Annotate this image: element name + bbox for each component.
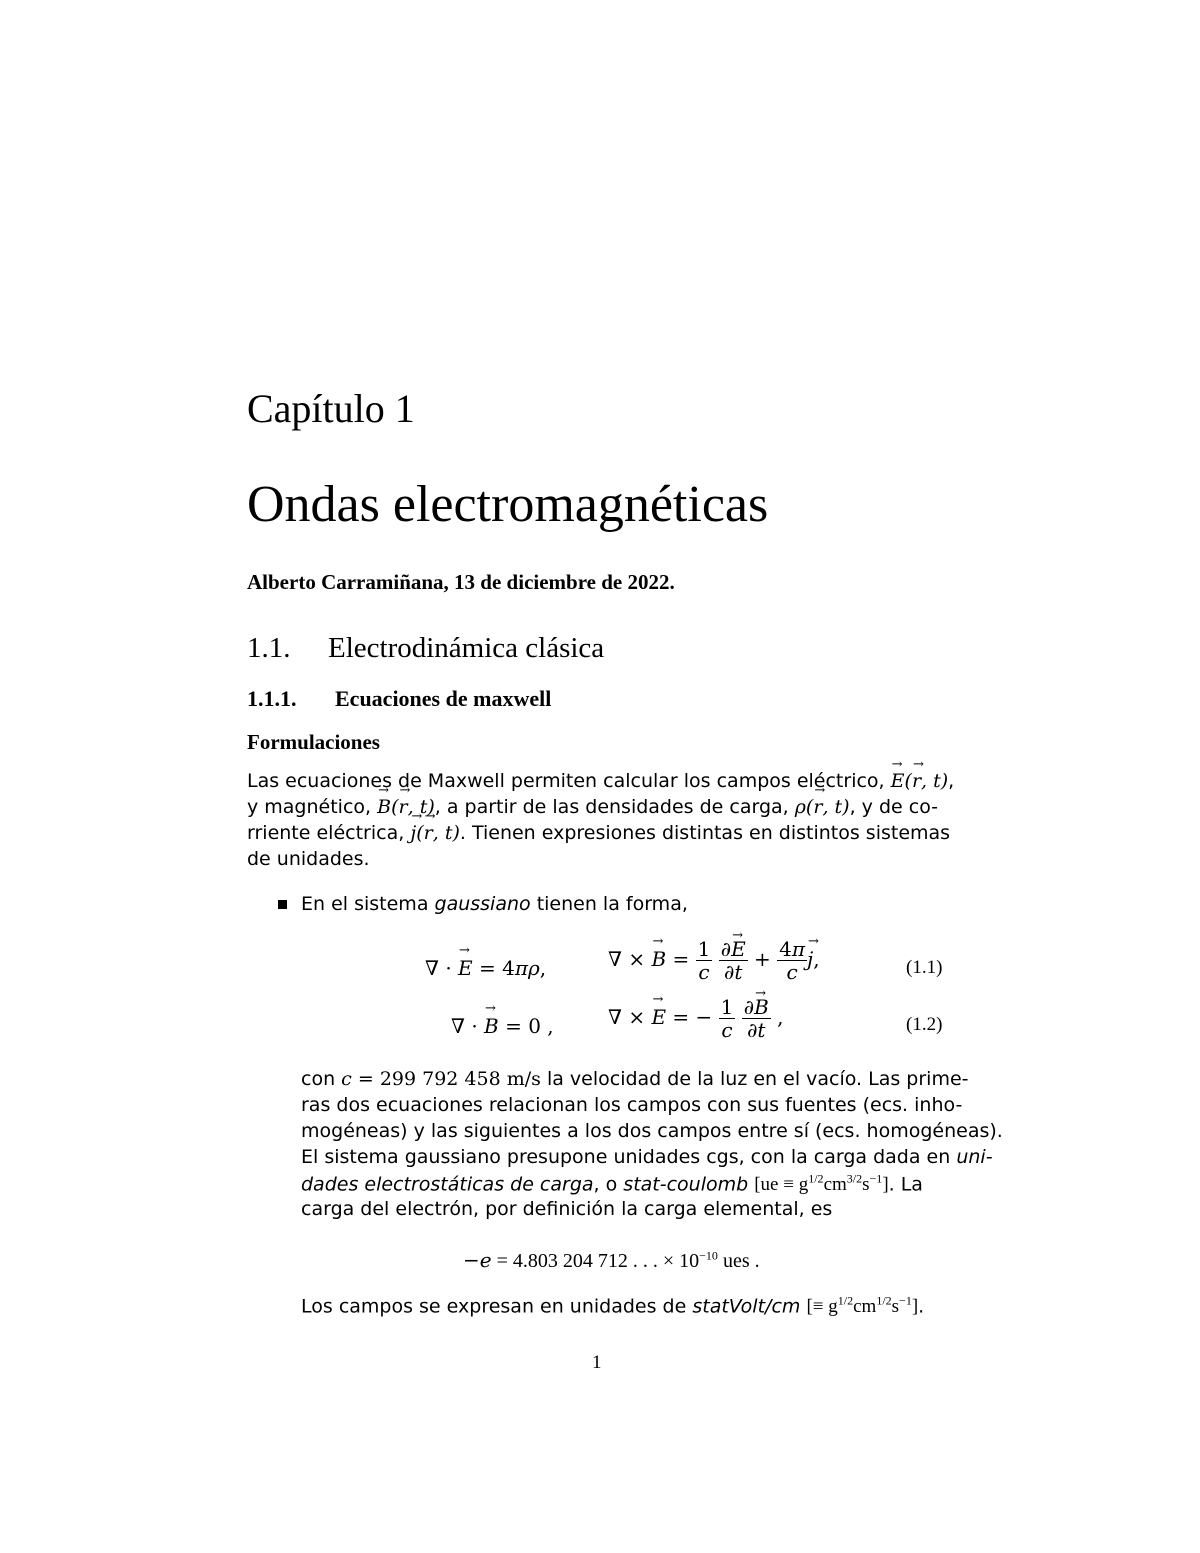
equation-ampere: ∇ × → B = $\frac{1}{c}$ $\frac{\partial\to E}{\partial t}$ + $\frac{4\pi}{c}$ → j, [608, 938, 820, 983]
math-field-units: [≡ $g^{1/2}cm^{1/2}s^{-1}$] [806, 1294, 919, 1318]
math-ue-units: $[ue \equiv g^{1/2}cm^{3/2}s^{-1}]$ [754, 1172, 889, 1196]
equation-faraday: ∇ × → E = − $\frac{1}{c}$ $\frac{\partial\to B}{\partial t}$ , [608, 996, 784, 1041]
chapter-label: Capítulo 1 [247, 386, 415, 431]
after-line-3: mogéneas) y las siguientes a los dos campos entre sí (ecs. homogéneas). [301, 1120, 1003, 1142]
equation-gauss-B: ∇ · → B = 0 , [451, 1014, 554, 1038]
equation-gauss-E: ∇ · → E = 4πρ, [425, 956, 546, 980]
intro-line-2 [247, 796, 938, 818]
equation-electron-charge: −e = 4.803 204 712 . . . × $10^{-10}$ ues . [463, 1248, 760, 1272]
fields-text: Los campos se expresan en unidades de [301, 1295, 687, 1318]
bullet-text-pre: En el sistema [301, 893, 429, 915]
intro-text: , y de co- [849, 796, 939, 818]
bullet-emph: gaussiano [434, 893, 531, 915]
fields-emph: statVolt/cm [692, 1295, 801, 1318]
after-line-5 [301, 1172, 923, 1196]
after-line-6: carga del electrón, por definición la carga elemental, es [301, 1198, 833, 1220]
page-number: 1 [592, 1352, 602, 1373]
subsection-number: 1.1.1. [247, 686, 297, 711]
after-text: . La [888, 1173, 923, 1196]
charge-exponent: −10 [699, 1248, 718, 1263]
after-text: El sistema gaussiano presupone unidades cgs, con la carga dada en [301, 1146, 951, 1168]
intro-text: Las ecuaciones de Maxwell permiten calcular los campos eléctrico, [247, 770, 885, 792]
after-line-4 [301, 1146, 993, 1168]
intro-text: rriente eléctrica, [247, 822, 405, 844]
intro-line-4: de unidades. [247, 848, 370, 870]
after-line-2: ras dos ecuaciones relacionan los campos con sus fuentes (ecs. inho- [301, 1094, 963, 1116]
intro-line-3 [247, 822, 950, 844]
math-E-field: → E(→ r, t) [891, 770, 949, 792]
math-B-field: → B(→ r, t) [377, 796, 435, 818]
math-j: → j(→ r, t) [410, 822, 460, 844]
intro-text: . Tienen expresiones distintas en distintos sistemas [459, 822, 951, 844]
paragraph-heading: Formulaciones [247, 730, 380, 754]
after-emph: uni- [956, 1146, 993, 1168]
author-line: Alberto Carramiñana, 13 de diciembre de 2022. [247, 570, 675, 594]
after-emph: dades electrostáticas de carga [301, 1173, 594, 1196]
intro-text: , a partir de las densidades de carga, [434, 796, 789, 818]
subsection-title: Ecuaciones de maxwell [335, 686, 552, 711]
equation-number: (1.1) [906, 957, 943, 978]
after-emph: stat-coulomb [623, 1173, 749, 1196]
math-c-value: c = 299 792 458 m/s [341, 1068, 541, 1090]
charge-value: 4.803 204 712 . . . [512, 1250, 658, 1272]
intro-text: y magnético, [247, 796, 372, 818]
section-title: Electrodinámica clásica [328, 632, 605, 664]
section-number: 1.1. [247, 632, 291, 664]
bullet-text [301, 893, 688, 915]
bullet-text-post: tienen la forma, [536, 893, 688, 915]
equation-number: (1.2) [906, 1014, 943, 1035]
bullet-icon [278, 900, 287, 909]
chapter-title: Ondas electromagnéticas [247, 476, 769, 533]
fields-units-line: Los campos se expresan en unidades de statVolt/cm [≡ $g^{1/2}cm^{1/2}s^{-1}$]. [301, 1294, 925, 1318]
charge-unit: ues [722, 1250, 750, 1272]
after-text: la velocidad de la luz en el vacío. Las prime- [546, 1068, 969, 1090]
after-text: con [301, 1068, 336, 1090]
intro-line-1: Las ecuaciones de Maxwell permiten calcular los campos eléctrico, → E(→ r, t), [247, 770, 954, 792]
math-rho: ρ(→ r, t) [795, 796, 850, 818]
after-line-1 [301, 1068, 969, 1090]
after-text: , o [593, 1173, 618, 1196]
